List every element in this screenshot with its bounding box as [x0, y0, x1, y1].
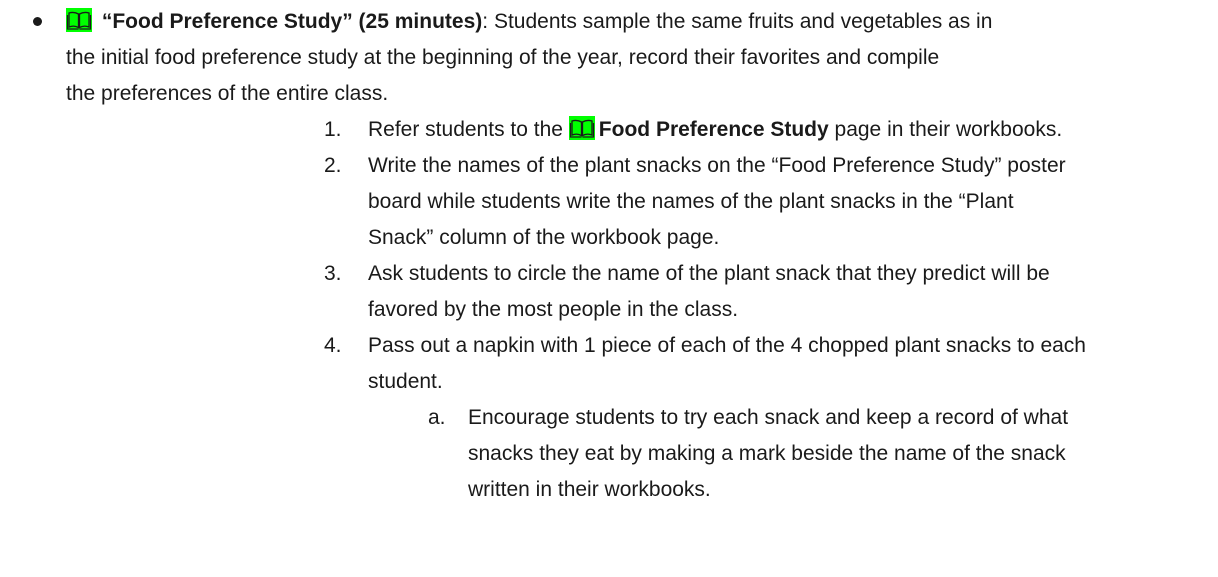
step-number: 4.: [324, 334, 342, 357]
step-2-line-2: board while students write the names of the plant snacks in the “Plant: [368, 190, 1014, 213]
book-icon: [569, 116, 595, 140]
step-2-line-1: Write the names of the plant snacks on the “Food Preference Study” poster: [368, 154, 1066, 177]
substep-a-line-1: Encourage students to try each snack and keep a record of what: [468, 406, 1069, 429]
section-intro-line-1: Students sample the same fruits and vegetables as in: [488, 10, 993, 33]
step-2-line-3: Snack” column of the workbook page.: [368, 226, 720, 249]
section-intro-line-2: the initial food preference study at the beginning of the year, record their favorites and compile: [66, 46, 940, 69]
step-3-line-2: favored by the most people in the class.: [368, 298, 739, 321]
step-4-line-2: student.: [368, 370, 443, 393]
step-4-line-1: Pass out a napkin with 1 piece of each of the 4 chopped plant snacks to each: [368, 334, 1086, 357]
step-number: 2.: [324, 154, 342, 177]
substep-letter: a.: [428, 406, 446, 429]
step-1-text: [368, 116, 1062, 144]
bullet-marker: [33, 17, 42, 26]
step-1-bold: Food Preference Study: [598, 118, 829, 141]
step-3-line-1: Ask students to circle the name of the plant snack that they predict will be: [368, 262, 1050, 285]
step-number: 3.: [324, 262, 342, 285]
section-intro-line-3: the preferences of the entire class.: [66, 82, 389, 105]
substep-a-line-2: snacks they eat by making a mark beside the name of the snack: [468, 442, 1066, 465]
book-icon: [66, 8, 92, 32]
step-1-prefix: Refer students to the: [368, 118, 569, 141]
step-number: 1.: [324, 118, 342, 141]
section-title-colon: :: [482, 10, 489, 33]
section-title: “Food Preference Study” (25 minutes): [101, 10, 483, 33]
substep-a-line-3: written in their workbooks.: [468, 478, 711, 501]
section-heading-line: [66, 8, 992, 36]
step-1-suffix: page in their workbooks.: [828, 118, 1063, 141]
